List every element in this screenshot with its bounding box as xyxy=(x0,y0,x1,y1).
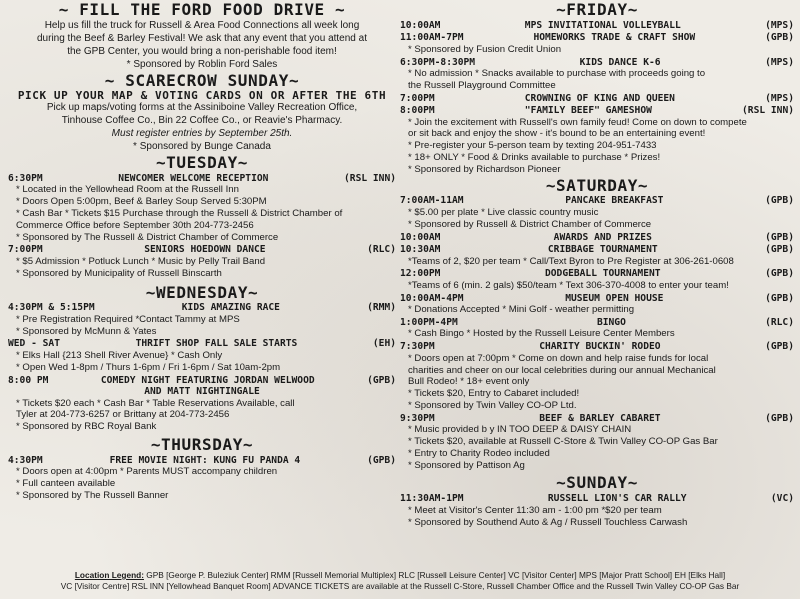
event-time: 8:00 PM xyxy=(8,374,49,386)
sunday-title: ~SUNDAY~ xyxy=(556,475,638,493)
scarecrow-line: Pick up maps/voting forms at the Assiniboine Valley Recreation Office, xyxy=(46,102,358,114)
scarecrow-deadline: Must register entries by September 25th. xyxy=(111,128,293,140)
event-name: AWARDS AND PRIZES xyxy=(553,231,652,243)
event-row xyxy=(400,195,794,207)
event-name: CHARITY BUCKIN' RODEO xyxy=(539,341,661,353)
event-time: 1:00PM-4PM xyxy=(400,316,458,328)
event-detail: * Sponsored by Russell & District Chamber of Commerce xyxy=(408,218,652,230)
legend-label: Location Legend: xyxy=(74,570,144,580)
event-detail: * Sponsored by The Russell Banner xyxy=(16,489,169,501)
event-name: DODGEBALL TOURNAMENT xyxy=(545,268,661,280)
event-detail: * Entry to Charity Rodeo included xyxy=(408,447,550,459)
event-detail: *Teams of 2, $20 per team * Call/Text Byron to Pre Register at 306-261-0608 xyxy=(408,255,734,267)
friday-title: ~FRIDAY~ xyxy=(556,2,638,19)
event-name: RUSSELL LION'S CAR RALLY xyxy=(547,493,687,505)
event-time: 4:30PM & 5:15PM xyxy=(8,302,95,314)
event-venue: (VC) xyxy=(770,493,794,505)
event-time: 10:00AM xyxy=(400,231,441,243)
event-detail: * $5.00 per plate * Live classic country music xyxy=(408,206,599,218)
event-detail: * Tickets $20, Entry to Cabaret included! xyxy=(408,388,580,400)
event-name: FREE MOVIE NIGHT: KUNG FU PANDA 4 xyxy=(109,454,301,466)
event-time: 7:30PM xyxy=(400,341,435,353)
event-detail: * Pre Registration Required *Contact Tammy at MPS xyxy=(16,313,240,325)
event-time: 10:30AM xyxy=(400,244,441,256)
event-row xyxy=(400,413,794,425)
event-venue: (GPB) xyxy=(765,341,794,353)
event-row xyxy=(400,493,794,505)
event-time: 10:00AM-4PM xyxy=(400,292,464,304)
event-venue: (RLC) xyxy=(765,316,794,328)
event-detail: * Sponsored by RBC Royal Bank xyxy=(16,421,157,433)
event-time: WED - SAT xyxy=(8,338,60,350)
event-row xyxy=(400,293,794,305)
tuesday-events xyxy=(8,173,396,280)
event-venue: (MPS) xyxy=(765,92,794,104)
event-time: 8:00PM xyxy=(400,105,435,117)
legend-line: VC [Visitor Centre] RSL INN [Yellowhead Banquet Room] ADVANCE TICKETS are available at the Russell C-Store, Russell Chamber Office and the Russell Twin Valley CO-OP Gas Bar xyxy=(60,581,740,591)
event-venue: (RSL INN) xyxy=(344,172,396,184)
scarecrow-line: Tinhouse Coffee Co., Bin 22 Coffee Co., or Reavie's Pharmacy. xyxy=(61,115,343,127)
event-detail: * Meet at Visitor's Center 11:30 am - 1:00 pm *$20 per team xyxy=(408,504,662,516)
event-detail: Commerce Office before September 30th 204-773-2456 xyxy=(16,219,254,231)
event-row xyxy=(400,317,794,329)
event-detail: Bull Rodeo! * 18+ event only xyxy=(408,376,530,388)
event-detail: * No admission * Snacks available to purchase with proceeds going to xyxy=(408,68,706,80)
event-name: PANCAKE BREAKFAST xyxy=(565,195,664,207)
location-legend xyxy=(0,570,800,592)
event-name-continued: AND MATT NIGHTINGALE xyxy=(144,386,260,397)
event-name: MUSEUM OPEN HOUSE xyxy=(565,292,664,304)
event-row xyxy=(400,32,794,44)
event-detail: * Located in the Yellowhead Room at the Russell Inn xyxy=(16,184,239,196)
event-detail: or sit back and enjoy the show - it's bound to be an entertaining event! xyxy=(408,128,706,140)
event-detail: * Open Wed 1-8pm / Thurs 1-6pm / Fri 1-6pm / Sat 10am-2pm xyxy=(16,361,281,373)
event-detail: * $5 Admission * Potluck Lunch * Music by Pelly Trail Band xyxy=(16,255,266,267)
event-detail: * Sponsored by Pattison Ag xyxy=(408,459,525,471)
event-venue: (RMM) xyxy=(367,302,396,314)
event-detail: * Sponsored by McMunn & Yates xyxy=(16,325,157,337)
event-row xyxy=(400,105,794,117)
event-row xyxy=(400,57,794,69)
scarecrow-sponsor: * Sponsored by Bunge Canada xyxy=(133,141,271,153)
legend-line: GPB [George P. Buleziuk Center] RMM [Russell Memorial Multiplex] RLC [Russell Leisure Center] VC [Visitor Center] MPS [Major Pratt School] EH [Elks Hall] xyxy=(146,570,726,580)
event-venue: (GPB) xyxy=(765,32,794,44)
event-detail: * Donations Accepted * Mini Golf - weather permitting xyxy=(408,304,635,316)
event-time: 10:00AM xyxy=(400,19,441,31)
thursday-events xyxy=(8,455,396,502)
event-detail: * Sponsored by Twin Valley CO-OP Ltd. xyxy=(408,399,577,411)
saturday-title: ~SATURDAY~ xyxy=(545,177,649,195)
event-time: 11:00AM-7PM xyxy=(400,32,464,44)
event-detail: * Cash Bar * Tickets $15 Purchase through the Russell & District Chamber of xyxy=(16,208,343,220)
event-venue: (MPS) xyxy=(765,56,794,68)
event-name: CRIBBAGE TOURNAMENT xyxy=(547,244,658,256)
event-detail: * Join the excitement with Russell's own family feud! Come on down to compete xyxy=(408,116,747,128)
event-venue: (GPB) xyxy=(765,244,794,256)
event-detail: * Sponsored by Municipality of Russell Binscarth xyxy=(16,267,222,279)
event-detail: * 18+ ONLY * Food & Drinks available to purchase * Prizes! xyxy=(408,152,661,164)
saturday-events xyxy=(400,195,794,471)
thursday-title: ~THURSDAY~ xyxy=(150,436,254,454)
event-detail: *Teams of 6 (min. 2 gals) $50/team * Text 306-370-4008 to enter your team! xyxy=(408,279,729,291)
friday-events xyxy=(400,20,794,176)
ford-line: Help us fill the truck for Russell & Area Food Connections all week long xyxy=(44,19,360,31)
event-name: HOMEWORKS TRADE & CRAFT SHOW xyxy=(533,32,696,44)
event-time: 6:30PM xyxy=(8,172,43,184)
event-detail: * Sponsored by Richardson Pioneer xyxy=(408,163,561,175)
scarecrow-title: ~ SCARECROW SUNDAY~ xyxy=(104,72,300,90)
event-detail: * Doors open at 7:00pm * Come on down and help raise funds for local xyxy=(408,352,709,364)
event-row xyxy=(8,455,396,467)
event-row xyxy=(400,244,794,256)
left-column xyxy=(8,0,396,502)
event-name: BEEF & BARLEY CABARET xyxy=(539,412,661,424)
event-time: 11:30AM-1PM xyxy=(400,493,464,505)
event-row xyxy=(400,268,794,280)
event-name: BINGO xyxy=(596,316,626,328)
event-time: 7:00AM-11AM xyxy=(400,195,464,207)
event-venue: (RSL INN) xyxy=(742,105,794,117)
event-detail: * Pre-register your 5-person team by texting 204-951-7433 xyxy=(408,140,657,152)
event-detail: * Music provided b y IN TOO DEEP & DAISY CHAIN xyxy=(408,424,632,436)
event-time: 12:00PM xyxy=(400,268,441,280)
event-detail: charities and cheer on our local celebrities during our annual Mechanical xyxy=(408,364,716,376)
event-detail: * Doors open at 4:00pm * Parents MUST accompany children xyxy=(16,466,278,478)
event-row xyxy=(400,20,794,32)
event-detail: * Full canteen available xyxy=(16,477,116,489)
event-detail: * Tickets $20, available at Russell C-Store & Twin Valley CO-OP Gas Bar xyxy=(408,436,718,448)
event-venue: (GPB) xyxy=(765,268,794,280)
event-time: 6:30PM-8:30PM xyxy=(400,56,476,68)
event-detail: the Russell Playground Committee xyxy=(408,79,556,91)
wednesday-events xyxy=(8,302,396,433)
event-name: SENIORS HOEDOWN DANCE xyxy=(144,244,266,256)
event-venue: (GPB) xyxy=(765,231,794,243)
event-time: 7:00PM xyxy=(400,92,435,104)
event-venue: (EH) xyxy=(372,338,396,350)
event-venue: (GPB) xyxy=(765,292,794,304)
event-detail: * Sponsored by Southend Auto & Ag / Russell Touchless Carwash xyxy=(408,516,688,528)
event-detail: * Elks Hall {213 Shell River Avenue} * Cash Only xyxy=(16,349,223,361)
event-venue: (GPB) xyxy=(367,454,396,466)
ford-sponsor: * Sponsored by Roblin Ford Sales xyxy=(126,58,278,70)
right-column xyxy=(400,0,794,528)
event-row xyxy=(8,302,396,314)
sunday-events xyxy=(400,493,794,528)
event-name: THRIFT SHOP FALL SALE STARTS xyxy=(135,338,298,350)
wednesday-title: ~WEDNESDAY~ xyxy=(145,284,259,302)
event-detail: * Cash Bingo * Hosted by the Russell Leisure Center Members xyxy=(408,328,675,340)
event-row xyxy=(8,338,396,350)
event-row xyxy=(8,375,396,387)
event-venue: (GPB) xyxy=(765,412,794,424)
event-name: KIDS DANCE K-6 xyxy=(579,56,661,68)
event-venue: (GPB) xyxy=(765,195,794,207)
scarecrow-subtitle: PICK UP YOUR MAP & VOTING CARDS ON OR AFTER THE 6TH xyxy=(17,89,387,102)
ford-line: the GPB Center, you would bring a non-perishable food item! xyxy=(67,45,337,57)
event-detail: * Sponsored by The Russell & District Chamber of Commerce xyxy=(16,231,279,243)
event-name: COMEDY NIGHT FEATURING JORDAN WELWOOD xyxy=(100,374,315,386)
event-name: MPS INVITATIONAL VOLLEYBALL xyxy=(524,19,681,31)
event-name: "FAMILY BEEF" GAMESHOW xyxy=(524,105,652,117)
event-name: KIDS AMAZING RACE xyxy=(181,302,280,314)
ford-line: during the Beef & Barley Festival! We ask that any event that you attend at xyxy=(36,32,367,44)
event-row xyxy=(8,244,396,256)
event-name: NEWCOMER WELCOME RECEPTION xyxy=(118,172,269,184)
event-detail: * Sponsored by Fusion Credit Union xyxy=(408,43,562,55)
event-time: 9:30PM xyxy=(400,412,435,424)
event-time: 7:00PM xyxy=(8,244,43,256)
event-detail: Tyler at 204-773-6257 or Brittany at 204-773-2456 xyxy=(16,409,230,421)
event-venue: (RLC) xyxy=(367,244,396,256)
tuesday-title: ~TUESDAY~ xyxy=(155,155,249,172)
event-time: 4:30PM xyxy=(8,454,43,466)
event-detail: * Doors Open 5:00pm, Beef & Barley Soup Served 5:30PM xyxy=(16,196,267,208)
event-row xyxy=(400,93,794,105)
event-row xyxy=(400,232,794,244)
ford-title: ~ FILL THE FORD FOOD DRIVE ~ xyxy=(58,2,346,19)
event-name: CROWNING OF KING AND QUEEN xyxy=(524,92,675,104)
event-row xyxy=(8,173,396,185)
event-venue: (MPS) xyxy=(765,19,794,31)
event-row xyxy=(400,341,794,353)
event-detail: * Tickets $20 each * Cash Bar * Table Reservations Available, call xyxy=(16,397,295,409)
event-venue: (GPB) xyxy=(367,374,396,386)
